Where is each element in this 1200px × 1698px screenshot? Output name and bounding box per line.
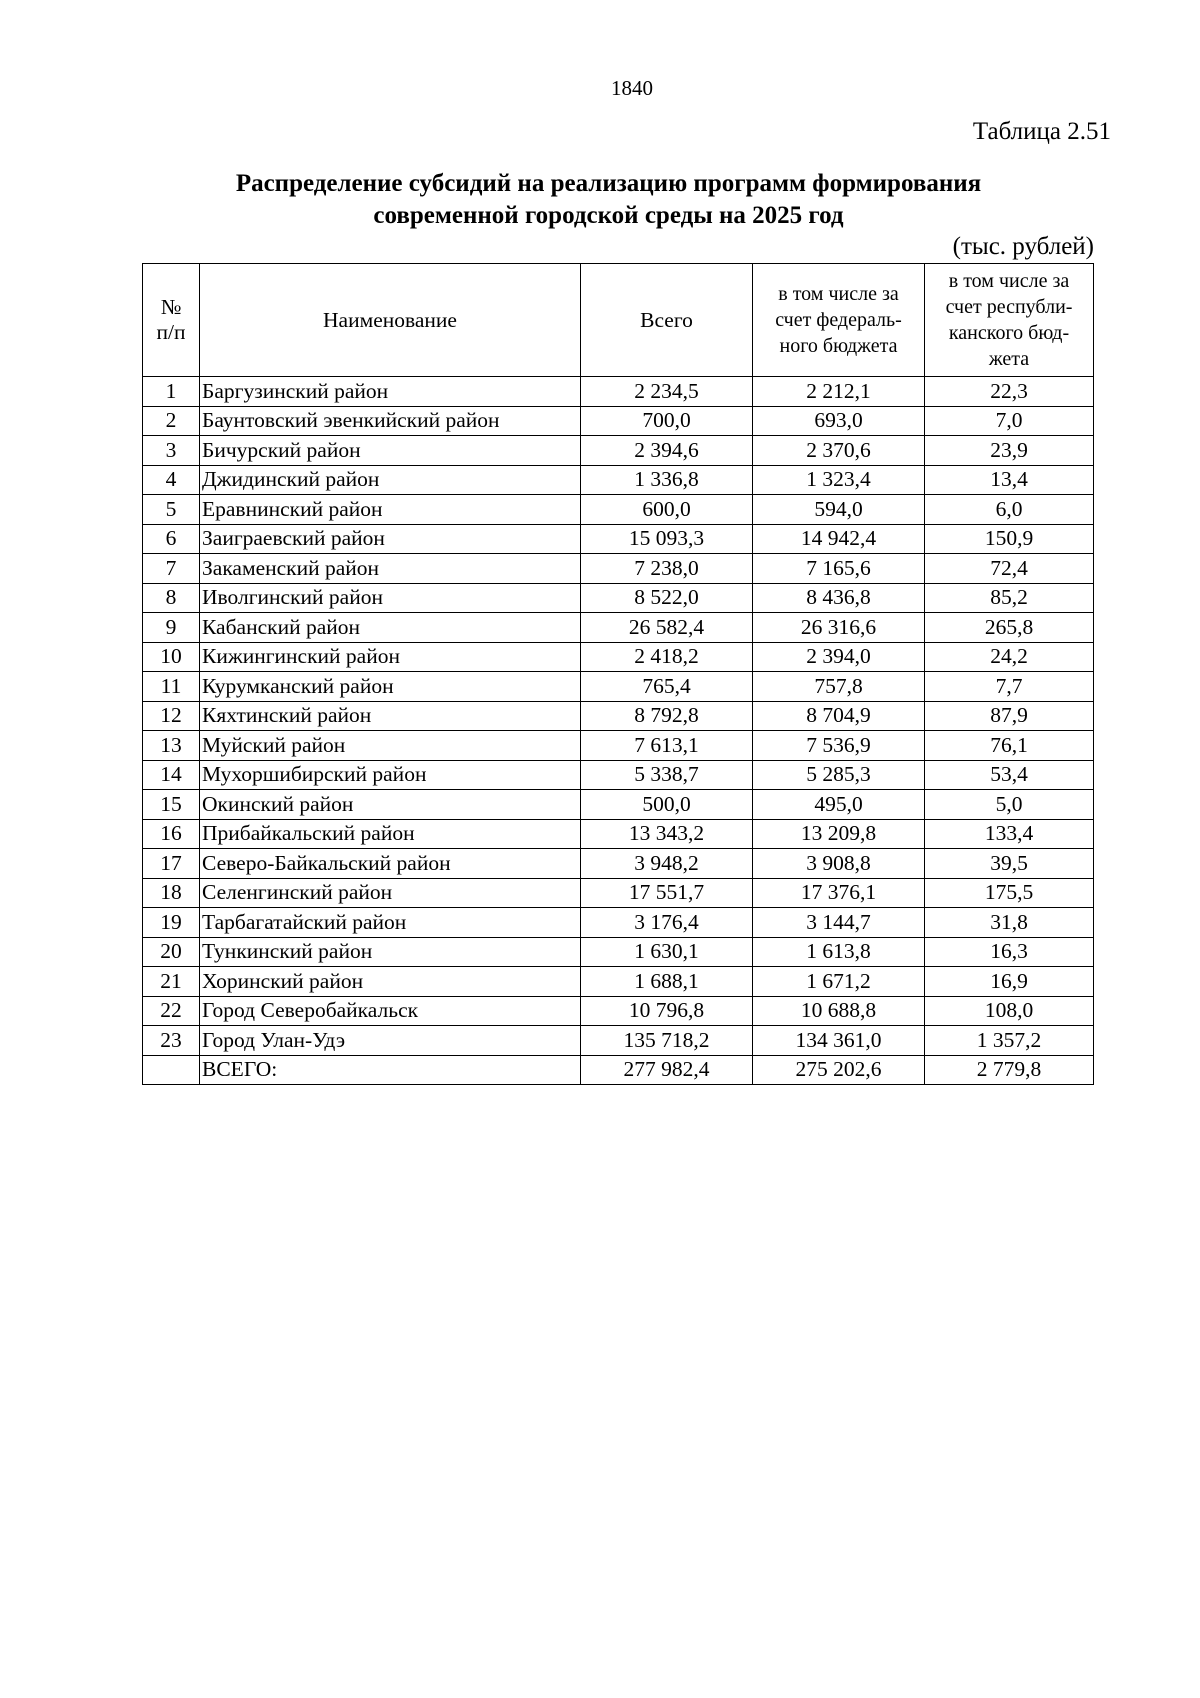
document-title [142,168,1075,232]
total-republic: 2 779,8 [925,1055,1094,1085]
row-total: 15 093,3 [581,524,753,554]
row-republic: 87,9 [925,701,1094,731]
row-federal: 2 212,1 [753,377,925,407]
row-name: Муйский район [200,731,581,761]
row-num: 10 [143,642,200,672]
row-federal: 3 908,8 [753,849,925,879]
row-num: 20 [143,937,200,967]
header-total: Всего [581,264,753,377]
subsidy-table [142,263,1094,1085]
header-republic: в том числе за счет республи- канского бюд- жета [925,264,1094,377]
row-num: 16 [143,819,200,849]
table-row [143,937,1094,967]
row-total: 2 234,5 [581,377,753,407]
row-num: 15 [143,790,200,820]
row-total: 13 343,2 [581,819,753,849]
total-label: ВСЕГО: [200,1055,581,1085]
header-num: № п/п [143,264,200,377]
row-republic: 7,7 [925,672,1094,702]
table-row [143,760,1094,790]
row-republic: 24,2 [925,642,1094,672]
row-republic: 108,0 [925,996,1094,1026]
row-republic: 85,2 [925,583,1094,613]
row-num: 19 [143,908,200,938]
row-republic: 16,3 [925,937,1094,967]
row-total: 2 418,2 [581,642,753,672]
row-num: 23 [143,1026,200,1056]
row-total: 1 630,1 [581,937,753,967]
row-republic: 53,4 [925,760,1094,790]
row-name: Еравнинский район [200,495,581,525]
header-federal: в том числе за счет федераль- ного бюджета [753,264,925,377]
row-federal: 7 536,9 [753,731,925,761]
row-total: 765,4 [581,672,753,702]
row-federal: 14 942,4 [753,524,925,554]
row-republic: 13,4 [925,465,1094,495]
row-total: 3 948,2 [581,849,753,879]
row-republic: 22,3 [925,377,1094,407]
row-name: Окинский район [200,790,581,820]
row-num: 18 [143,878,200,908]
row-name: Прибайкальский район [200,819,581,849]
row-federal: 3 144,7 [753,908,925,938]
row-name: Иволгинский район [200,583,581,613]
table-row [143,908,1094,938]
row-federal: 1 613,8 [753,937,925,967]
total-total: 277 982,4 [581,1055,753,1085]
row-total: 3 176,4 [581,908,753,938]
row-name: Курумканский район [200,672,581,702]
row-federal: 693,0 [753,406,925,436]
row-total: 700,0 [581,406,753,436]
row-total: 8 522,0 [581,583,753,613]
row-total: 10 796,8 [581,996,753,1026]
row-name: Заиграевский район [200,524,581,554]
row-name: Город Улан-Удэ [200,1026,581,1056]
table-row [143,554,1094,584]
table-row [143,967,1094,997]
row-num: 8 [143,583,200,613]
row-total: 500,0 [581,790,753,820]
row-num: 1 [143,377,200,407]
row-num: 17 [143,849,200,879]
table-row [143,642,1094,672]
row-total: 8 792,8 [581,701,753,731]
row-name: Мухоршибирский район [200,760,581,790]
table-row [143,790,1094,820]
title-line-1: Распределение субсидий на реализацию программ формирования [235,170,982,197]
row-num: 21 [143,967,200,997]
row-republic: 5,0 [925,790,1094,820]
row-federal: 134 361,0 [753,1026,925,1056]
row-num: 13 [143,731,200,761]
row-total: 1 688,1 [581,967,753,997]
table-row [143,436,1094,466]
row-republic: 16,9 [925,967,1094,997]
row-republic: 76,1 [925,731,1094,761]
table-row [143,878,1094,908]
row-federal: 13 209,8 [753,819,925,849]
row-num: 22 [143,996,200,1026]
row-total: 17 551,7 [581,878,753,908]
table-row [143,1026,1094,1056]
row-republic: 23,9 [925,436,1094,466]
table-row [143,465,1094,495]
table-row [143,613,1094,643]
row-federal: 2 394,0 [753,642,925,672]
row-name: Джидинский район [200,465,581,495]
row-total: 1 336,8 [581,465,753,495]
row-federal: 10 688,8 [753,996,925,1026]
row-federal: 8 704,9 [753,701,925,731]
row-name: Город Северобайкальск [200,996,581,1026]
row-total: 2 394,6 [581,436,753,466]
row-federal: 594,0 [753,495,925,525]
row-republic: 7,0 [925,406,1094,436]
units-label: (тыс. рублей) [952,233,1094,260]
page-number: 1840 [611,76,653,100]
row-num: 6 [143,524,200,554]
table-row [143,583,1094,613]
row-name: Селенгинский район [200,878,581,908]
row-name: Кижингинский район [200,642,581,672]
row-num: 2 [143,406,200,436]
row-num: 3 [143,436,200,466]
row-num: 14 [143,760,200,790]
table-total-row [143,1055,1094,1085]
row-federal: 1 671,2 [753,967,925,997]
table-row [143,849,1094,879]
table-row [143,524,1094,554]
row-federal: 17 376,1 [753,878,925,908]
row-num: 7 [143,554,200,584]
row-num: 11 [143,672,200,702]
header-name: Наименование [200,264,581,377]
table-row [143,495,1094,525]
title-line-2: современной городской среды на 2025 год [373,202,844,229]
table-row [143,701,1094,731]
row-federal: 8 436,8 [753,583,925,613]
row-federal: 1 323,4 [753,465,925,495]
row-republic: 133,4 [925,819,1094,849]
row-num: 9 [143,613,200,643]
row-republic: 39,5 [925,849,1094,879]
row-federal: 2 370,6 [753,436,925,466]
row-total: 7 613,1 [581,731,753,761]
row-total: 7 238,0 [581,554,753,584]
row-republic: 1 357,2 [925,1026,1094,1056]
row-name: Кабанский район [200,613,581,643]
total-num [143,1055,200,1085]
row-republic: 150,9 [925,524,1094,554]
row-federal: 7 165,6 [753,554,925,584]
total-federal: 275 202,6 [753,1055,925,1085]
row-name: Хоринский район [200,967,581,997]
row-num: 12 [143,701,200,731]
row-num: 4 [143,465,200,495]
row-name: Закаменский район [200,554,581,584]
row-name: Тарбагатайский район [200,908,581,938]
row-republic: 31,8 [925,908,1094,938]
table-label: Таблица 2.51 [972,118,1111,145]
table-row [143,672,1094,702]
table-row [143,819,1094,849]
row-total: 135 718,2 [581,1026,753,1056]
row-federal: 495,0 [753,790,925,820]
row-federal: 757,8 [753,672,925,702]
row-name: Баргузинский район [200,377,581,407]
row-republic: 175,5 [925,878,1094,908]
row-name: Баунтовский эвенкийский район [200,406,581,436]
row-republic: 72,4 [925,554,1094,584]
table-row [143,731,1094,761]
row-republic: 6,0 [925,495,1094,525]
row-total: 5 338,7 [581,760,753,790]
row-total: 26 582,4 [581,613,753,643]
table-body [143,377,1094,1085]
row-federal: 5 285,3 [753,760,925,790]
table-header-row [143,264,1094,377]
row-name: Тункинский район [200,937,581,967]
row-name: Бичурский район [200,436,581,466]
row-total: 600,0 [581,495,753,525]
row-republic: 265,8 [925,613,1094,643]
row-name: Северо-Байкальский район [200,849,581,879]
table-row [143,406,1094,436]
table-row [143,996,1094,1026]
row-name: Кяхтинский район [200,701,581,731]
table-row [143,377,1094,407]
row-federal: 26 316,6 [753,613,925,643]
row-num: 5 [143,495,200,525]
